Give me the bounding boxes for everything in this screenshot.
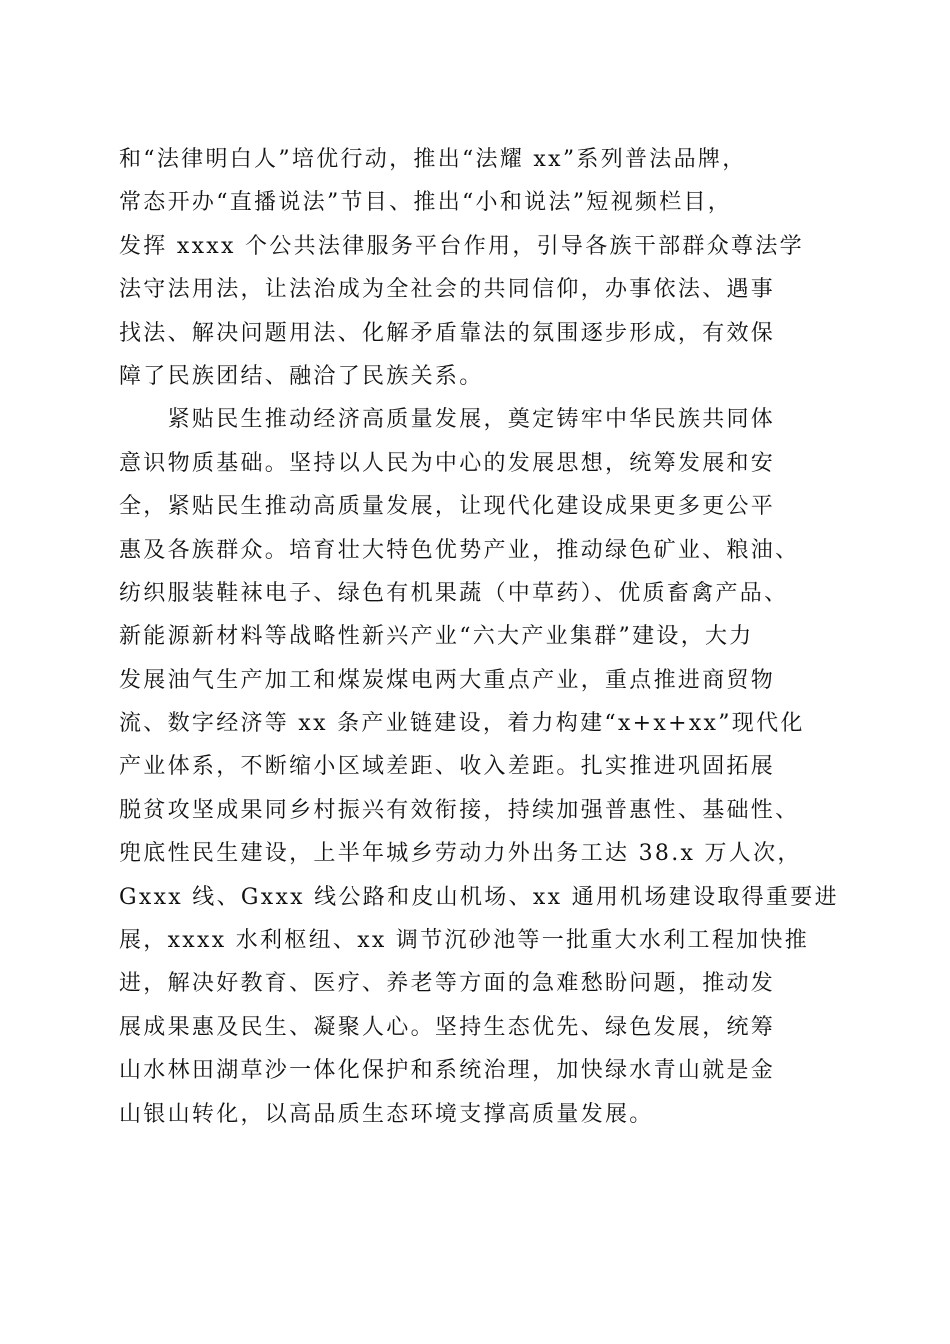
paragraph-line: 紧贴民生推动经济高质量发展，奠定铸牢中华民族共同体 <box>119 407 776 433</box>
paragraph-line: 展，xxxx 水利枢纽、xx 调节沉砂池等一批重大水利工程加快推 <box>119 928 810 954</box>
paragraph-2 <box>119 398 839 1136</box>
paragraph-1 <box>119 138 839 398</box>
paragraph-line: 法守法用法，让法治成为全社会的共同信仰，办事依法、遇事 <box>119 277 776 303</box>
paragraph-line: 全，紧贴民生推动高质量发展，让现代化建设成果更多更公平 <box>119 494 776 520</box>
paragraph-line: 发展油气生产加工和煤炭煤电两大重点产业，重点推进商贸物 <box>119 667 776 693</box>
paragraph-line: 和“法律明白人”培优行动，推出“法耀 xx”系列普法品牌， <box>119 147 747 172</box>
paragraph-line: 发挥 xxxx 个公共法律服务平台作用，引导各族干部群众尊法学 <box>119 233 804 259</box>
paragraph-line: 产业体系，不断缩小区域差距、收入差距。扎实推进巩固拓展 <box>119 754 776 780</box>
paragraph-line: 新能源新材料等战略性新兴产业“六大产业集群”建设，大力 <box>119 624 754 650</box>
paragraph-line: 常态开办“直播说法”节目、推出“小和说法”短视频栏目， <box>119 190 733 216</box>
paragraph-line: 山水林田湖草沙一体化保护和系统治理，加快绿水青山就是金 <box>119 1058 776 1084</box>
paragraph-line: 进，解决好教育、医疗、养老等方面的急难愁盼问题，推动发 <box>119 971 776 997</box>
paragraph-line: 纺织服装鞋袜电子、绿色有机果蔬（中草药）、优质畜禽产品、 <box>119 580 789 606</box>
paragraph-line: 意识物质基础。坚持以人民为中心的发展思想，统筹发展和安 <box>119 450 776 476</box>
paragraph-line: 兜底性民生建设，上半年城乡劳动力外出务工达 38.x 万人次， <box>119 841 802 867</box>
paragraph-line: 找法、解决问题用法、化解矛盾靠法的氛围逐步形成，有效保 <box>119 320 776 346</box>
paragraph-line: 展成果惠及民生、凝聚人心。坚持生态优先、绿色发展，统筹 <box>119 1014 776 1040</box>
paragraph-line: 山银山转化，以高品质生态环境支撑高质量发展。 <box>119 1101 654 1127</box>
paragraph-line: 脱贫攻坚成果同乡村振兴有效衔接，持续加强普惠性、基础性、 <box>119 797 800 823</box>
paragraph-line: 障了民族团结、融洽了民族关系。 <box>119 363 484 389</box>
paragraph-line: 惠及各族群众。培育壮大特色优势产业，推动绿色矿业、粮油、 <box>119 537 800 563</box>
paragraph-line: Gxxx 线、Gxxx 线公路和皮山机场、xx 通用机场建设取得重要进 <box>119 884 839 910</box>
paragraph-line: 流、数字经济等 xx 条产业链建设，着力构建“x+x+xx”现代化 <box>119 711 805 737</box>
document-body <box>119 138 839 1136</box>
